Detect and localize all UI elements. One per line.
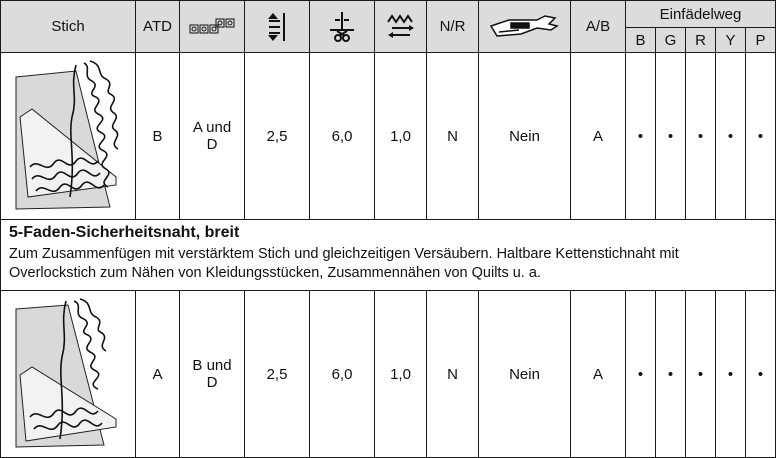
col-header-thread-r: R <box>686 28 716 53</box>
ab-value: A <box>571 53 626 220</box>
dials-value <box>180 291 245 458</box>
col-header-nr: N/R <box>427 1 479 53</box>
description-title: 5-Faden-Sicherheitsnaht, breit <box>9 224 240 241</box>
col-header-atd: ATD <box>136 1 180 53</box>
threading-b-dot: • <box>626 291 656 458</box>
threading-r-dot: • <box>686 291 716 458</box>
col-header-thread-y: Y <box>716 28 746 53</box>
nr-value: N <box>427 291 479 458</box>
stitch-length-value: 2,5 <box>245 291 310 458</box>
nr-value: N <box>427 53 479 220</box>
col-header-ab: A/B <box>571 1 626 53</box>
stitch-length-value: 2,5 <box>245 53 310 220</box>
atd-dials-icon <box>189 17 235 37</box>
cutting-width-icon <box>327 10 357 44</box>
stitch-illustration-cell <box>1 291 136 458</box>
dials-value <box>180 53 245 220</box>
col-header-cutting-width <box>310 1 375 53</box>
differential-feed-value: 1,0 <box>375 291 427 458</box>
threading-b-dot: • <box>626 53 656 220</box>
atd-value: B <box>136 53 180 220</box>
dials-line-1: B und <box>192 357 232 374</box>
cutting-width-value: 6,0 <box>310 291 375 458</box>
dials-line-2: D <box>206 136 218 153</box>
differential-feed-value: 1,0 <box>375 53 427 220</box>
stitch-length-icon <box>265 11 289 43</box>
col-header-stitch-length <box>245 1 310 53</box>
threading-y-dot: • <box>716 291 746 458</box>
col-header-stitch: Stich <box>1 1 136 53</box>
stitch-illustration-wide <box>12 57 124 215</box>
table-row <box>1 53 776 220</box>
table-row <box>1 291 776 458</box>
threading-g-dot: • <box>656 291 686 458</box>
threading-p-dot: • <box>746 291 776 458</box>
col-header-thread-b: B <box>626 28 656 53</box>
col-header-dials <box>180 1 245 53</box>
col-header-thread-p: P <box>746 28 776 53</box>
col-header-differential-feed <box>375 1 427 53</box>
description-row <box>1 220 776 291</box>
threading-y-dot: • <box>716 53 746 220</box>
cutting-width-value: 6,0 <box>310 53 375 220</box>
stitch-illustration-narrow <box>12 295 124 453</box>
presser-foot-value: Nein <box>479 53 571 220</box>
ab-value: A <box>571 291 626 458</box>
stitch-illustration-cell <box>1 53 136 220</box>
threading-r-dot: • <box>686 53 716 220</box>
presser-foot-value: Nein <box>479 291 571 458</box>
description-text: Zum Zusammenfügen mit verstärktem Stich und gleichzeitigen Versäubern. Haltbare Kettenstichnaht mit Overlockstich zum Nähen von Kleidungsstücken, Zusammennähen von Quilts u. a. <box>9 246 679 281</box>
description-cell <box>1 220 776 291</box>
threading-g-dot: • <box>656 53 686 220</box>
col-header-thread-g: G <box>656 28 686 53</box>
atd-value: A <box>136 291 180 458</box>
threading-p-dot: • <box>746 53 776 220</box>
dials-line-2: D <box>206 374 218 391</box>
presser-foot-icon <box>489 14 561 40</box>
col-header-presser-foot <box>479 1 571 53</box>
dials-line-1: A und <box>192 119 232 136</box>
differential-feed-icon <box>386 14 416 40</box>
col-header-threading-path: Einfädelweg <box>626 1 776 28</box>
